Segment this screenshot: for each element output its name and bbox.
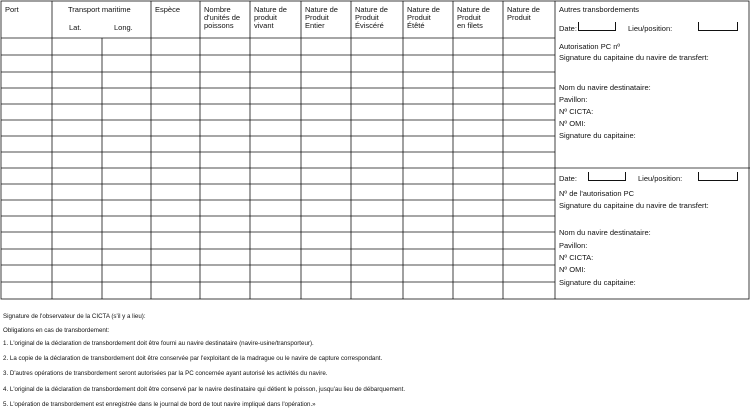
observer-signature: Signature de l'observateur de la CICTA (s'il y a lieu): bbox=[3, 313, 146, 320]
signature-capitaine-2: Signature du capitaine: bbox=[559, 278, 636, 287]
date-label-1: Date: bbox=[559, 24, 577, 33]
nom-navire-2: Nom du navire destinataire: bbox=[559, 228, 651, 237]
date-field-2[interactable] bbox=[588, 172, 626, 181]
col-header-produit: Nature de Produit bbox=[507, 5, 540, 23]
col-header-filets: Nature de Produit en filets bbox=[457, 5, 490, 31]
side-panel-title: Autres transbordements bbox=[559, 5, 640, 14]
lieu-label-2: Lieu/position: bbox=[638, 174, 683, 183]
autorisation-label-2: Nº de l'autorisation PC bbox=[559, 189, 635, 198]
signature-transfert-1: Signature du capitaine du navire de transfert: bbox=[559, 53, 709, 62]
date-field-1[interactable] bbox=[578, 22, 616, 31]
col-header-espece: Espèce bbox=[155, 5, 181, 14]
col-header-port: Port bbox=[5, 5, 19, 14]
col-header-entier: Nature de Produit Entier bbox=[305, 5, 338, 31]
col-header-vivant: Nature de produit vivant bbox=[254, 5, 287, 31]
obligation-item: 2. La copie de la déclaration de transbordement doit être conservée par l'exploitant de la madrague ou le navire de capture correspondant. bbox=[3, 355, 383, 362]
col-header-etete: Nature de Produit Étêté bbox=[407, 5, 440, 31]
omi-2: Nº OMI: bbox=[559, 265, 586, 274]
col-header-eviscere: Nature de Produit Éviscéré bbox=[355, 5, 388, 31]
col-header-nombre: Nombre d'unités de poissons bbox=[204, 5, 241, 31]
omi-1: Nº OMI: bbox=[559, 119, 586, 128]
signature-transfert-2: Signature du capitaine du navire de transfert: bbox=[559, 201, 709, 210]
obligation-item: 3. D'autres opérations de transbordement seront autorisées par la PC concernée ayant autorisé les activités du navire. bbox=[3, 370, 328, 377]
cicta-1: Nº CICTA: bbox=[559, 107, 594, 116]
col-header-lat: Lat. bbox=[69, 23, 82, 32]
col-header-long: Long. bbox=[114, 23, 133, 32]
obligations-title: Obligations en cas de transbordement: bbox=[3, 327, 110, 334]
lieu-label-1: Lieu/position: bbox=[628, 24, 673, 33]
lieu-field-1[interactable] bbox=[698, 22, 738, 31]
nom-navire-1: Nom du navire destinataire: bbox=[559, 83, 651, 92]
obligation-item: 5. L'opération de transbordement est enregistrée dans le journal de bord de tout navire impliqué dans l'opération.» bbox=[3, 401, 316, 408]
lieu-field-2[interactable] bbox=[698, 172, 738, 181]
date-label-2: Date: bbox=[559, 174, 577, 183]
pavillon-1: Pavillon: bbox=[559, 95, 588, 104]
pavillon-2: Pavillon: bbox=[559, 241, 588, 250]
obligation-item: 1. L'original de la déclaration de transbordement doit être fourni au navire destinataire (navire-usine/transporteur). bbox=[3, 340, 314, 347]
obligation-item: 4. L'original de la déclaration de transbordement doit être conservé par le navire destinataire qui détient le poisson, jusqu'au lieu de débarquement. bbox=[3, 386, 406, 393]
autorisation-label-1: Autorisation PC nº bbox=[559, 42, 621, 51]
col-header-transport: Transport maritime bbox=[68, 5, 131, 14]
cicta-2: Nº CICTA: bbox=[559, 253, 594, 262]
signature-capitaine-1: Signature du capitaine: bbox=[559, 131, 636, 140]
